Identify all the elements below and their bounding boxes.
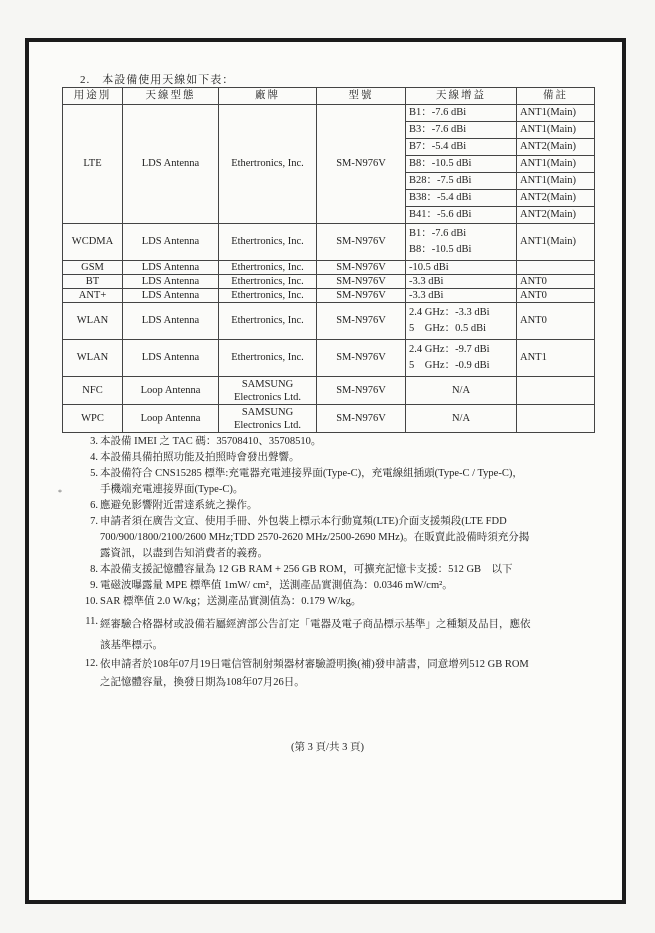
wlan0-gain-2: 5 GHz：0.5 dBi xyxy=(409,323,486,334)
note-number: 8. xyxy=(90,564,98,575)
col-usage: 用途別 xyxy=(63,88,123,105)
wcdma-brand: Ethertronics, Inc. xyxy=(219,224,317,261)
lte-note: ANT2(Main) xyxy=(517,190,595,207)
note-text: 之記憶體容量，換發日期為108年07月26日。 xyxy=(100,677,305,688)
wlan0-usage: WLAN xyxy=(63,303,123,340)
note-item xyxy=(78,466,608,498)
notes-list xyxy=(78,434,608,692)
note-item xyxy=(78,514,608,562)
gsm-usage: GSM xyxy=(63,261,123,275)
table-header-row xyxy=(63,88,595,105)
lte-model: SM-N976V xyxy=(317,105,406,224)
note-item xyxy=(78,450,608,466)
nfc-brand-line1: SAMSUNG xyxy=(241,378,294,390)
note-item xyxy=(78,562,608,578)
note-text: 應避免影響附近雷達系統之操作。 xyxy=(100,500,258,511)
note-number: 5. xyxy=(90,468,98,479)
wlan1-gain-1: 2.4 GHz：-9.7 dBi xyxy=(409,344,490,355)
wpc-gain: N/A xyxy=(406,405,517,433)
wlan1-type: LDS Antenna xyxy=(123,340,219,377)
note-text: 本設備支援記憶體容量為 12 GB RAM + 256 GB ROM，可擴充記憶卡支援：512 GB 以下 xyxy=(100,564,513,575)
note-number: 11. xyxy=(85,616,98,627)
note-number: 9. xyxy=(90,580,98,591)
note-number: 12. xyxy=(84,658,98,669)
antplus-brand: Ethertronics, Inc. xyxy=(219,289,317,303)
wlan1-note: ANT1 xyxy=(517,340,595,377)
lte-note: ANT1(Main) xyxy=(517,173,595,190)
wpc-note xyxy=(517,405,595,433)
section-heading: 2. 本設備使用天線如下表： xyxy=(80,74,235,86)
antplus-usage: ANT+ xyxy=(63,289,123,303)
nfc-type: Loop Antenna xyxy=(123,377,219,405)
wlan0-brand: Ethertronics, Inc. xyxy=(219,303,317,340)
note-text: 申請者須在廣告文宣、使用手冊、外包裝上標示本行動寬頻(LTE)介面支援頻段(LTE FDD xyxy=(100,516,507,527)
lte-gain: B1：-7.6 dBi xyxy=(406,105,517,122)
col-gain: 天線增益 xyxy=(406,88,517,105)
col-antenna-type: 天線型態 xyxy=(123,88,219,105)
antplus-type: LDS Antenna xyxy=(123,289,219,303)
lte-gain: B3：-7.6 dBi xyxy=(406,122,517,139)
gsm-gain: -10.5 dBi xyxy=(406,261,517,275)
table-row xyxy=(63,275,595,289)
nfc-gain: N/A xyxy=(406,377,517,405)
wcdma-usage: WCDMA xyxy=(63,224,123,261)
wpc-model: SM-N976V xyxy=(317,405,406,433)
note-number: 3. xyxy=(90,436,98,447)
table-row xyxy=(63,224,595,261)
col-model: 型號 xyxy=(317,88,406,105)
note-number: 4. xyxy=(90,452,98,463)
wlan0-model: SM-N976V xyxy=(317,303,406,340)
wcdma-gain-1: B1：-7.6 dBi xyxy=(409,228,467,239)
note-item xyxy=(78,578,608,594)
lte-gain: B8：-10.5 dBi xyxy=(406,156,517,173)
note-item xyxy=(78,614,608,656)
lte-note: ANT2(Main) xyxy=(517,139,595,156)
col-note: 備註 xyxy=(517,88,595,105)
note-item xyxy=(78,434,608,450)
table-row xyxy=(63,377,595,405)
wcdma-type: LDS Antenna xyxy=(123,224,219,261)
note-text: SAR 標準值 2.0 W/kg；送測產品實測值為：0.179 W/kg。 xyxy=(100,596,362,607)
table-row xyxy=(63,105,595,122)
bt-brand: Ethertronics, Inc. xyxy=(219,275,317,289)
wpc-brand-line1: SAMSUNG xyxy=(241,406,294,418)
note-text: 該基準標示。 xyxy=(100,640,163,651)
wlan0-note: ANT0 xyxy=(517,303,595,340)
note-item xyxy=(78,498,608,514)
bt-usage: BT xyxy=(63,275,123,289)
note-text: 700/900/1800/2100/2600 MHz;TDD 2570-2620 MHz/2500-2690 MHz)。在販賣此設備時須充分揭 xyxy=(100,532,530,543)
wlan0-gain-1: 2.4 GHz：-3.3 dBi xyxy=(409,307,490,318)
note-text: 本設備符合 CNS15285 標準:充電器充電連接界面(Type-C)，充電線組插頭(Type-C / Type-C)， xyxy=(100,468,523,479)
antplus-gain: -3.3 dBi xyxy=(406,289,517,303)
bt-model: SM-N976V xyxy=(317,275,406,289)
wcdma-gain-2: B8：-10.5 dBi xyxy=(409,244,472,255)
table-row xyxy=(63,261,595,275)
note-number: 10. xyxy=(84,596,98,607)
wpc-brand-line2: Electronics Ltd. xyxy=(233,419,302,431)
table-row xyxy=(63,289,595,303)
page-footer: (第 3 頁/共 3 頁) xyxy=(291,742,364,753)
antenna-table xyxy=(62,87,595,433)
note-item xyxy=(78,594,608,610)
wlan1-brand: Ethertronics, Inc. xyxy=(219,340,317,377)
bt-type: LDS Antenna xyxy=(123,275,219,289)
lte-note: ANT2(Main) xyxy=(517,207,595,224)
wlan1-model: SM-N976V xyxy=(317,340,406,377)
wcdma-note: ANT1(Main) xyxy=(517,224,595,261)
lte-note: ANT1(Main) xyxy=(517,122,595,139)
col-brand: 廠牌 xyxy=(219,88,317,105)
note-text: 電磁波曝露量 MPE 標準值 1mW/ cm²，送測產品實測值為：0.0346 mW/cm²。 xyxy=(100,580,453,591)
gsm-brand: Ethertronics, Inc. xyxy=(219,261,317,275)
table-row xyxy=(63,303,595,340)
antplus-note: ANT0 xyxy=(517,289,595,303)
note-item xyxy=(78,656,608,692)
lte-type: LDS Antenna xyxy=(123,105,219,224)
note-text: 本設備具備拍照功能及拍照時會發出聲響。 xyxy=(100,452,300,463)
note-text: 經審驗合格器材或設備若屬經濟部公告訂定「電器及電子商品標示基準」之種類及品目，應依 xyxy=(100,619,531,630)
note-text: 露資訊，以盡到告知消費者的義務。 xyxy=(100,548,268,559)
wlan1-usage: WLAN xyxy=(63,340,123,377)
bt-note: ANT0 xyxy=(517,275,595,289)
note-text: 本設備 IMEI 之 TAC 碼：35708410、35708510。 xyxy=(100,436,322,447)
nfc-brand-line2: Electronics Ltd. xyxy=(233,391,302,403)
lte-gain: B38：-5.4 dBi xyxy=(406,190,517,207)
lte-usage: LTE xyxy=(63,105,123,224)
wlan1-gain-2: 5 GHz：-0.9 dBi xyxy=(409,360,490,371)
note-text: 依申請者於108年07月19日電信管制射頻器材審驗證明換(補)發申請書，同意增列512 GB ROM xyxy=(100,659,529,670)
wpc-type: Loop Antenna xyxy=(123,405,219,433)
note-number: 6. xyxy=(90,500,98,511)
antplus-model: SM-N976V xyxy=(317,289,406,303)
nfc-note xyxy=(517,377,595,405)
margin-mark: * xyxy=(58,488,62,497)
gsm-model: SM-N976V xyxy=(317,261,406,275)
note-number: 7. xyxy=(90,516,98,527)
lte-note: ANT1(Main) xyxy=(517,105,595,122)
bt-gain: -3.3 dBi xyxy=(406,275,517,289)
table-row xyxy=(63,340,595,377)
nfc-model: SM-N976V xyxy=(317,377,406,405)
wlan0-type: LDS Antenna xyxy=(123,303,219,340)
lte-gain: B28：-7.5 dBi xyxy=(406,173,517,190)
lte-gain: B41：-5.6 dBi xyxy=(406,207,517,224)
lte-note: ANT1(Main) xyxy=(517,156,595,173)
nfc-usage: NFC xyxy=(63,377,123,405)
table-row xyxy=(63,405,595,433)
lte-brand: Ethertronics, Inc. xyxy=(219,105,317,224)
wcdma-model: SM-N976V xyxy=(317,224,406,261)
gsm-type: LDS Antenna xyxy=(123,261,219,275)
wpc-usage: WPC xyxy=(63,405,123,433)
note-text: 手機端充電連接界面(Type-C)。 xyxy=(100,484,244,495)
lte-gain: B7：-5.4 dBi xyxy=(406,139,517,156)
gsm-note xyxy=(517,261,595,275)
